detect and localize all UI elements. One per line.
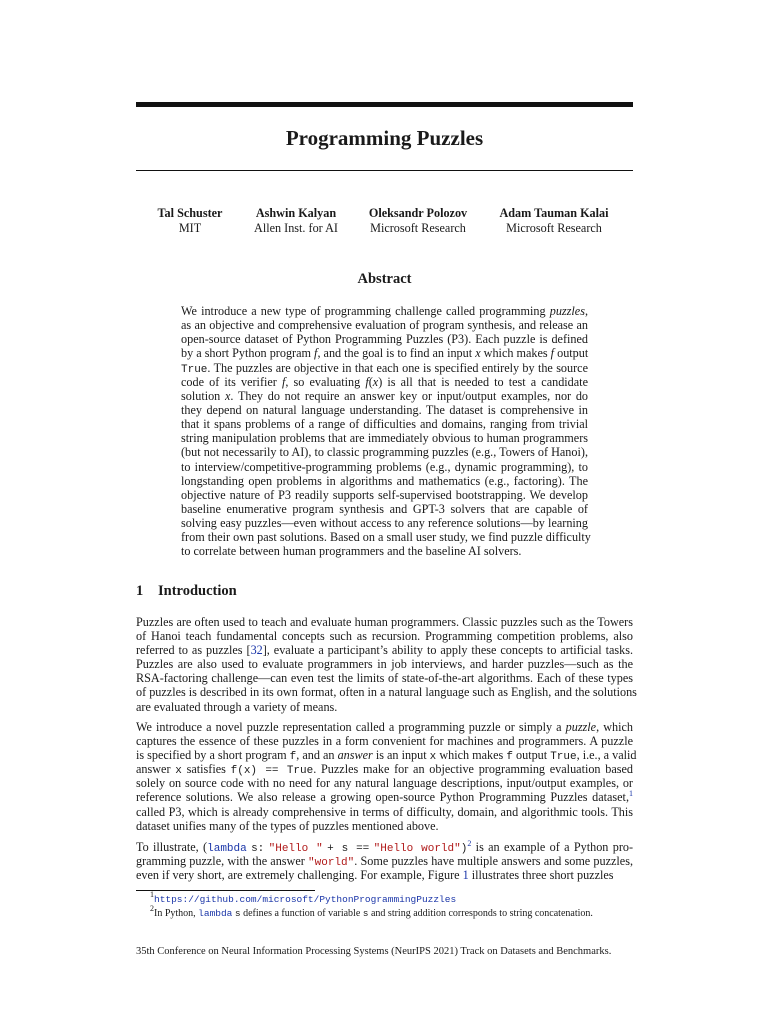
author-2 [246,206,346,235]
code-inline: f(x) == True [230,765,314,778]
text-run: gramming puzzle, with the answer [136,854,309,869]
text-line [136,790,633,804]
italic-term: x [225,388,231,403]
author-affiliation: Microsoft Research [506,220,602,235]
text-run: We introduce a novel puzzle representation called a programming puzzle or simply a [136,720,566,734]
code-inline: True [550,751,577,764]
text-line [181,474,588,488]
text-run: (but not necessarily to AI), to classic programming puzzles (e.g., Towers of Hanoi), [181,445,588,460]
italic-term: x [475,346,481,361]
text-line [181,403,588,417]
text-run: baseline enumerative program synthesis and GPT-3 solvers that are capable of [181,501,588,516]
section-number: 1 [136,583,144,599]
text-run: are evaluated through a variety of means. [136,699,338,714]
text-run: illustrates three short puzzles [468,868,614,883]
repo-url-link[interactable]: https://github.com/microsoft/PythonProgrammingPuzzles [154,894,457,905]
text-run: open-source dataset of Python Programming Puzzles (P3). Each puzzle is defined [181,332,588,347]
text-line [181,431,588,445]
text-run: longstanding open problems in algorithms and mathematics (e.g., factoring). The [181,473,588,488]
text-run: reference solutions. We also release a growing open-source Python Programming Puzzles dataset, [136,790,629,805]
text-line [136,615,633,629]
text-line [136,776,633,790]
text-run: , so evaluating [285,374,366,389]
text-run: answer [136,762,176,777]
code-keyword: lambda [207,843,247,855]
text-run: of Hanoi teach fundamental concepts such as recursion. Programming competition problems, also [136,629,633,644]
footnote-1 [150,890,457,906]
text-line [181,318,588,332]
text-line [136,734,633,748]
text-line [181,516,588,530]
text-run: , i.e., a valid [576,748,637,763]
code-inline: s [234,908,241,919]
text-line [181,502,588,516]
text-run: solution [181,388,225,403]
text-line [181,488,588,502]
text-run: Puzzles are often used to teach and evaluate human programmers. Classic puzzles such as the Towers [136,615,633,629]
text-run: , which [596,720,633,734]
author-name: Ashwin Kalyan [255,206,337,220]
footnote-marker[interactable]: 2 [467,839,472,848]
text-run: ], evaluate a participant’s ability to apply these concepts to artificial tasks. [262,643,633,658]
code-inline: f [289,751,297,764]
conference-footer: 35th Conference on Neural Information Processing Systems (NeurIPS 2021) Track on Datasets and Benchmarks. [136,946,612,957]
abstract-heading: Abstract [357,271,412,287]
text-run: as an objective and comprehensive evaluation of program synthesis, and release an [181,318,588,333]
text-run: , [584,304,588,318]
text-line [136,805,633,819]
text-run: ( [368,374,373,389]
intro-paragraph-3 [136,840,633,882]
italic-term: f [314,346,318,361]
text-line [181,460,588,474]
text-line [136,629,633,643]
title-bottom-rule [136,170,633,171]
text-line [136,762,633,776]
section-title: Introduction [158,583,237,599]
author-1 [140,206,240,235]
text-run: dataset unifies many of the types of puzzles mentioned above. [136,818,439,833]
text-run: . They do not require an answer key or input/output examples, nor do [230,388,589,403]
text-line [136,671,633,685]
italic-term: x [372,374,379,389]
footnote-rule [136,890,315,891]
text-line [181,445,588,459]
text-run: code of its verifier [181,374,282,389]
code-inline: f [506,751,513,764]
author-affiliation: Allen Inst. for AI [254,220,338,235]
text-run: objective nature of P3 readily supports self-supervised bootstrapping. We develop [181,487,588,502]
code-inline: ) [460,843,468,855]
text-run: referred to as puzzles [ [136,643,251,658]
text-run: from their own past solutions. Based on a small user study, we find puzzle difficulty [181,530,591,545]
text-run: satisfies [181,762,231,777]
author-affiliation: Microsoft Research [370,220,466,235]
text-line [136,854,633,868]
text-line [136,840,633,854]
italic-term: f [365,374,369,389]
text-line [181,544,588,558]
footnote-2 [150,904,593,920]
text-run: . Puzzles make for an objective programming evaluation based [313,762,634,777]
paper-title: Programming Puzzles [285,126,484,150]
text-line [136,868,633,882]
code-inline: x [429,751,437,764]
italic-term: puzzles [549,304,585,318]
text-run: is an input [372,748,430,763]
author-name: Tal Schuster [157,206,223,220]
text-line [136,685,637,700]
author-name: Adam Tauman Kalai [499,206,609,220]
abstract-text [181,304,591,559]
text-run: We introduce a new type of programming challenge called programming [181,304,550,318]
citation-link[interactable]: 1 [462,868,469,883]
text-line [181,375,588,389]
italic-term: f [281,374,286,389]
code-string: "Hello " [268,843,323,855]
text-run: to correlate between human programmers and the baseline AI solvers. [181,544,522,559]
code-string: "world" [308,857,355,870]
text-line [181,389,588,403]
text-run: which makes [436,748,507,763]
footnote-number: 2 [150,904,154,913]
code-inline: x [175,765,182,778]
text-run: solely on source code with no need for any natural language descriptions, input/output examples, or [136,776,633,791]
text-run: output [512,748,551,763]
footnote-marker[interactable]: 1 [629,789,633,799]
text-run: is specified by a short program [136,748,290,763]
section-heading [136,583,237,600]
text-line [136,819,633,833]
code-keyword: lambda [198,908,233,919]
text-run: they depend on natural language understanding. The dataset is comprehensive in [181,402,588,417]
text-run: RSA-factoring challenge—can even test the limits of state-of-the-art algorithms. Each of these types [136,671,633,686]
code-inline: True [181,363,208,376]
text-line [136,720,633,734]
text-run: ) is all that is needed to test a candidate [378,374,588,389]
code-string: "Hello world" [373,843,461,855]
text-line [181,304,588,318]
text-run: In Python, [154,908,199,919]
code-inline: s [362,908,369,919]
text-run: which makes [480,346,551,361]
title-top-rule [136,102,633,107]
text-line [136,643,633,657]
author-4 [491,206,617,235]
text-run: string manipulation problems that are immediately obvious to human programmers [181,431,588,446]
italic-term: f [550,346,555,361]
text-line [181,332,588,346]
text-run: defines a function of variable [240,908,363,919]
text-run: Puzzles are also used to evaluate programmers in job interviews, and harder puzzles—such as the [136,657,633,672]
text-run: To illustrate, ( [136,840,208,854]
text-run: that it spans problems of a range of difficulties and domains, ranging from trivial [181,417,588,432]
italic-term: puzzle [565,720,597,734]
code-inline: s: [251,843,265,855]
text-run: by a short Python program [181,346,315,361]
text-run: is an example of a Python pro- [471,840,634,854]
text-line [181,417,588,431]
text-run: output [554,346,589,361]
text-line [181,361,588,375]
text-run: . Some puzzles have multiple answers and some puzzles, [354,854,634,869]
footnote-number: 1 [150,890,154,899]
author-block [136,206,633,240]
text-line [136,748,637,764]
intro-paragraph-2 [136,720,637,833]
text-line [136,657,633,671]
author-name: Oleksandr Polozov [368,206,468,220]
code-inline: + s == [327,843,370,855]
citation-link[interactable]: 32 [250,643,263,658]
text-line [136,700,633,714]
text-run: even if very short, are extremely challenging. For example, Figure [136,868,463,883]
italic-term: answer [337,748,373,763]
intro-paragraph-1 [136,615,637,714]
author-3 [362,206,474,235]
text-run: captures the essence of these puzzles in a form convenient for machines and programmers. A puzzle [136,734,633,749]
author-affiliation: MIT [178,220,202,235]
text-run: , and an [296,748,338,763]
text-line [181,530,591,545]
text-line [181,346,588,360]
text-run: . The puzzles are objective in that each one is specified entirely by the source [207,360,588,375]
text-run: called P3, which is already comprehensive in terms of difficulty, domain, and algorithmic tools. This [136,804,633,819]
text-run: solving easy puzzles—even without access to any reference solutions—by learning [181,516,588,531]
text-run: to interview/competitive-programming problems (e.g., dynamic programming), to [181,459,588,474]
text-run: and string addition corresponds to string concatenation. [368,908,593,919]
text-run: of puzzles is described in its own format, often in a natural language such as English, and the solutions [136,685,637,700]
text-run: , and the goal is to find an input [317,346,476,361]
